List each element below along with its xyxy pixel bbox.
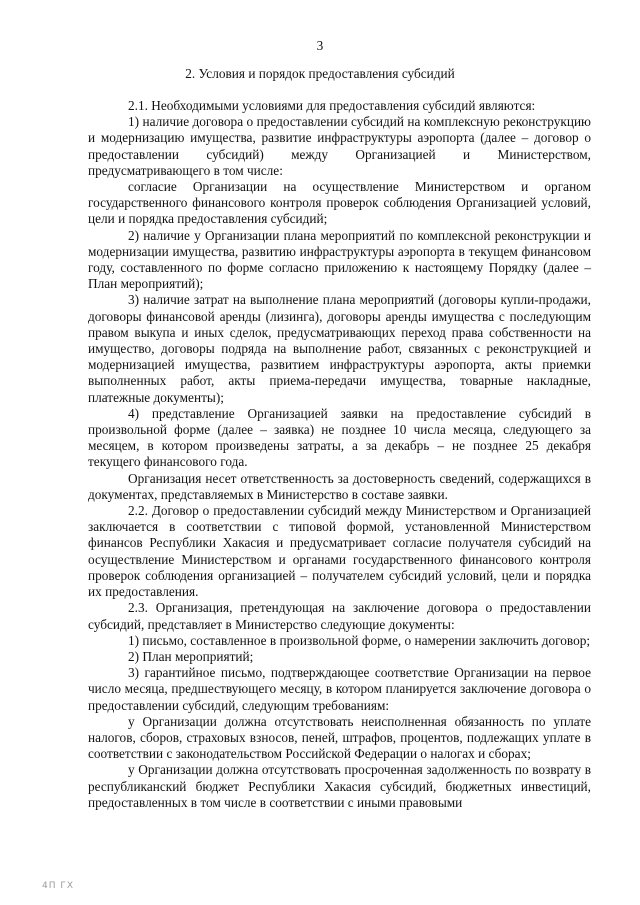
paragraph: у Организации должна отсутствовать неисполненная обязанность по уплате налогов, сборов, страховых взносов, пеней, штрафов, процентов, подлежащих уплате в соответствии с законодательством Российской Федерации о налогах и сборах; [88, 713, 591, 762]
paragraph: у Организации должна отсутствовать просроченная задолженность по возврату в республиканский бюджет Республики Хакасия субсидий, бюджетных инвестиций, предоставленных в том числе в соответствии с иными правовыми [88, 762, 591, 810]
paragraph: 1) наличие договора о предоставлении субсидий на комплексную реконструкцию и модернизацию имущества, развитие инфраструктуры аэропорта (далее – договор о предоставлении субсидий) между Организацией и Министерством, предусматривающего в том числе: [88, 114, 591, 178]
document-body [88, 98, 591, 811]
paragraph: 2.3. Организация, претендующая на заключение договора о предоставлении субсидий, представляет в Министерство следующие документы: [88, 600, 591, 632]
page-number: 3 [316, 38, 324, 53]
paragraph: 3) гарантийное письмо, подтверждающее соответствие Организации на первое число месяца, предшествующего месяцу, в котором планируется заключение договора о предоставлении субсидий, следующим требованиям: [88, 665, 591, 713]
paragraph: 1) письмо, составленное в произвольной форме, о намерении заключить договор; [128, 632, 591, 648]
paragraph: Организация несет ответственность за достоверность сведений, содержащихся в документах, представляемых в Министерство в составе заявки. [88, 470, 591, 502]
paragraph: 2.1. Необходимыми условиями для предоставления субсидий являются: [128, 98, 536, 113]
paragraph: 2) наличие у Организации плана мероприятий по комплексной реконструкции и модернизации имущества, развитию инфраструктуры аэропорта в текущем финансовом году, составленного по форме согласно приложению к настоящему Порядку (далее – План мероприятий); [88, 227, 591, 292]
section-title: 2. Условия и порядок предоставления субсидий [185, 66, 455, 81]
paragraph: 3) наличие затрат на выполнение плана мероприятий (договоры купли-продажи, договоры финансовой аренды (лизинга), договоры аренды имущества с последующим правом выкупа и иных сделок, предусматривающих переход права собственности на имущество, договоры подряда на выполнение работ, связанных с реконструкцией и модернизацией имущества, развитием инфраструктуры аэропорта, акты приемки выполненных работ, акты приема-передачи имущества, товарные накладные, платежные документы); [88, 292, 591, 405]
paragraph: согласие Организации на осуществление Министерством и органом государственного финансового контроля проверок соблюдения Организацией условий, цели и порядка предоставления субсидий; [88, 179, 591, 227]
paragraph: 2.2. Договор о предоставлении субсидий между Министерством и Организацией заключается в соответствии с типовой формой, установленной Министерством финансов Республики Хакасия и предусматривает согласие получателя субсидий на осуществление Министерством и органами государственного финансового контроля проверок соблюдения организацией – получателем субсидий условий, цели и порядка их предоставления. [88, 503, 591, 600]
footer-mark: 4П ГХ [42, 881, 75, 891]
paragraph: 4) представление Организацией заявки на предоставление субсидий в произвольной форме (далее – заявка) не позднее 10 числа месяца, следующего за месяцем, в котором произведены затраты, а за декабрь – не позднее 25 декабря текущего финансового года. [88, 405, 591, 470]
paragraph: 2) План мероприятий; [128, 648, 254, 664]
